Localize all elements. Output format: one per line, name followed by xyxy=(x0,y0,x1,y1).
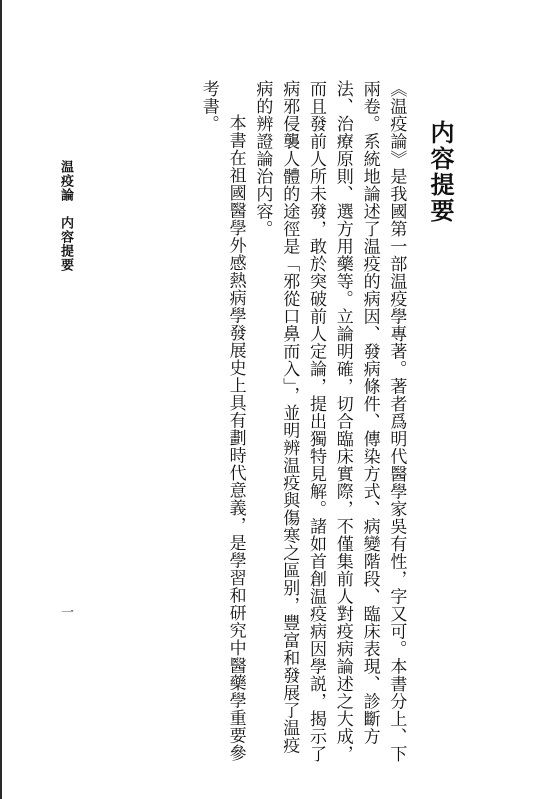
paragraph-2: 本書在祖國醫學外感熱病學發展史上具有劃時代意義，是學習和研究中醫藥學重要參考書。 xyxy=(198,80,246,762)
page-title: 内容提要 xyxy=(426,120,455,224)
body-text xyxy=(195,80,409,770)
paragraph-1: 《温疫論》是我國第一部温疫學專著。著者爲明代醫學家吳有性，字又可。本書分上、下兩卷。系統地論述了温疫的病因、發病條件、傳染方式、病變階段、臨床表現、診斷方法、治療原則、選方用藥等。立論明確，切合臨床實際，不僅集前人對疫病論述之大成，而且發前人所未發，敢於突破前人定論，提出獨特見解。諸如首創温疫病因學説，揭示了病邪侵襲人體的途徑是「邪從口鼻而入」，並明辨温疫與傷寒之區别，豐富和發展了温疫病的辨證論治内容。 xyxy=(252,80,407,763)
running-head xyxy=(58,160,72,272)
page-binding-edge xyxy=(0,0,2,799)
running-head-book: 温疫論 xyxy=(58,160,73,202)
running-head-section: 内容提要 xyxy=(58,216,73,272)
page-number: 一 xyxy=(58,605,73,618)
